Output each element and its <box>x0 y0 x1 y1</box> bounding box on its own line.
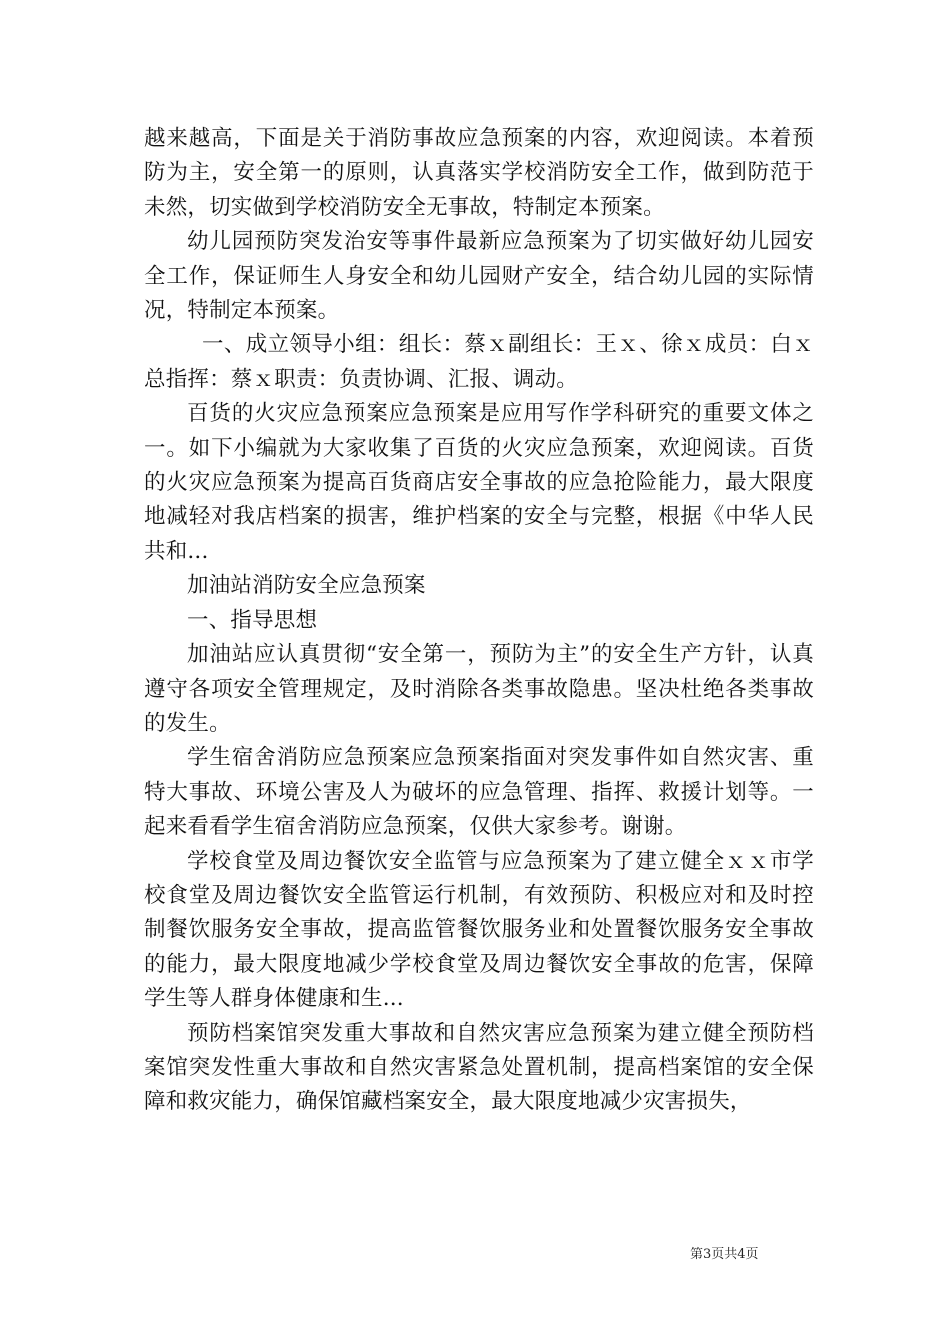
paragraph-dormitory-plan: 学生宿舍消防应急预案应急预案指面对突发事件如自然灾害、重特大事故、环境公害及人为破坏的应急管理、指挥、救援计划等。一起来看看学生宿舍消防应急预案，仅供大家参考。谢谢。 <box>144 745 814 840</box>
paragraph-leadership-group: 一、成立领导小组：组长：蔡ｘ副组长：王ｘ、徐ｘ成员：白ｘ总指挥：蔡ｘ职责：负责协调、汇报、调动。 <box>144 332 814 392</box>
paragraph-gas-station-policy: 加油站应认真贯彻“安全第一，预防为主”的安全生产方针，认真遵守各项安全管理规定，及时消除各类事故隐患。坚决杜绝各类事故的发生。 <box>144 642 814 736</box>
paragraph-canteen-plan: 学校食堂及周边餐饮安全监管与应急预案为了建立健全ｘｘ市学校食堂及周边餐饮安全监管运行机制，有效预防、积极应对和及时控制餐饮服务安全事故，提高监管餐饮服务业和处置餐饮服务安全事故的能力，最大限度地减少学校食堂及周边餐饮安全事故的危害，保障学生等人群身体健康和生... <box>144 848 814 1012</box>
paragraph-gas-station-title: 加油站消防安全应急预案 <box>187 573 426 599</box>
paragraph-intro-continued: 越来越高，下面是关于消防事故应急预案的内容，欢迎阅读。本着预防为主，安全第一的原则，认真落实学校消防安全工作，做到防范于未然，切实做到学校消防安全无事故，特制定本预案。 <box>144 126 814 220</box>
page-number-footer: 第3页共4页 <box>690 1247 759 1262</box>
paragraph-archive-plan: 预防档案馆突发重大事故和自然灾害应急预案为建立健全预防档案馆突发性重大事故和自然灾害紧急处置机制，提高档案馆的安全保障和救灾能力，确保馆藏档案安全，最大限度地减少灾害损失， <box>144 1020 814 1115</box>
document-body <box>144 122 814 1120</box>
paragraph-kindergarten-plan: 幼儿园预防突发治安等事件最新应急预案为了切实做好幼儿园安全工作，保证师生人身安全和幼儿园财产安全，结合幼儿园的实际情况，特制定本预案。 <box>144 229 814 324</box>
paragraph-department-store-plan: 百货的火灾应急预案应急预案是应用写作学科研究的重要文体之一。如下小编就为大家收集了百货的火灾应急预案，欢迎阅读。百货的火灾应急预案为提高百货商店安全事故的应急抢险能力，最大限度地减轻对我店档案的损害，维护档案的安全与完整，根据《中华人民共和... <box>144 401 814 564</box>
paragraph-guiding-ideology-heading: 一、指导思想 <box>187 607 318 633</box>
